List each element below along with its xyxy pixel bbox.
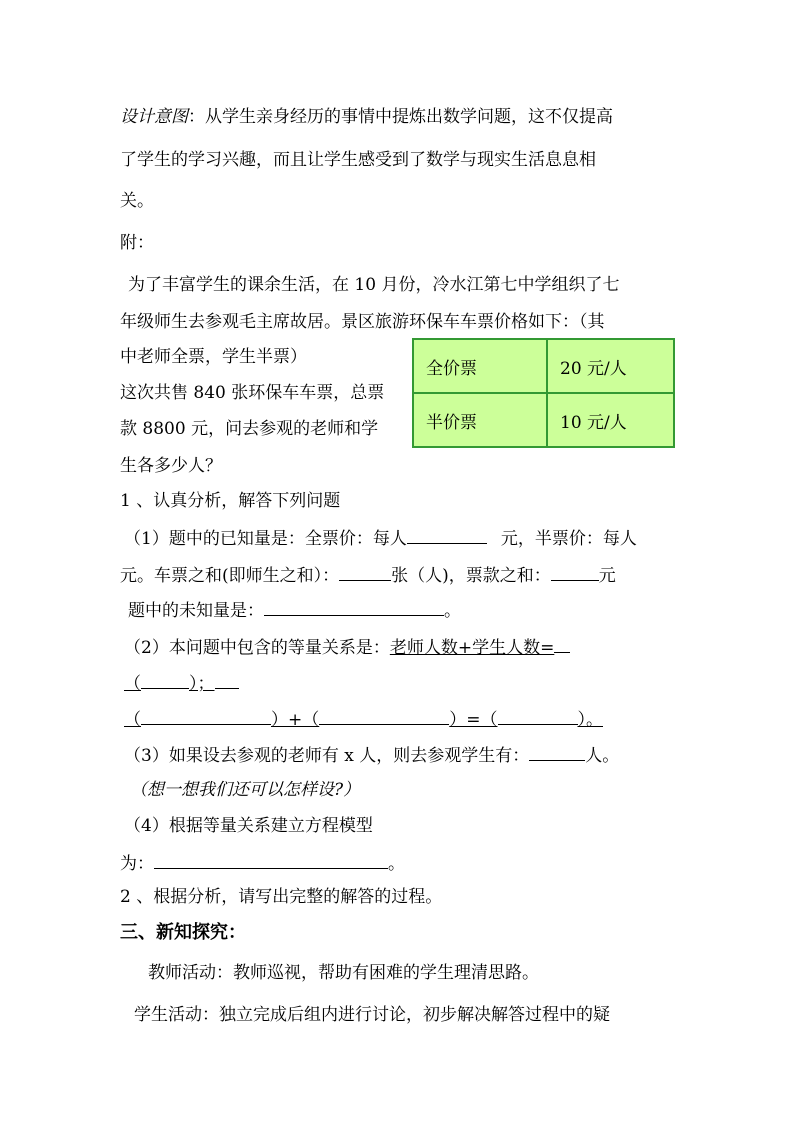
question-1-2-line-3 bbox=[124, 707, 603, 731]
unknown-quantity-blank[interactable] bbox=[264, 598, 444, 616]
relation-tail-blank bbox=[554, 635, 570, 653]
ticket-price-cell: 20 元/人 bbox=[547, 339, 674, 393]
question-1-2-line-2 bbox=[124, 671, 239, 695]
problem-line-1: 为了丰富学生的课余生活，在 10 月份，冷水江第七中学组织了七 bbox=[128, 275, 620, 295]
q1-1-money-text: 张（人)，票款之和： bbox=[391, 566, 551, 586]
q1-4-period: 。 bbox=[388, 854, 405, 874]
table-row bbox=[413, 339, 674, 393]
problem-line-5: 款 8800 元，问去参观的老师和学 bbox=[120, 419, 379, 439]
q1-2-eq-equals: ）=（ bbox=[449, 710, 498, 730]
question-1-1-line-2 bbox=[120, 563, 616, 587]
q1-2-paren-open: （ bbox=[124, 674, 141, 694]
q1-2-eq-plus: ）+（ bbox=[271, 710, 320, 730]
q1-4-wei: 为： bbox=[120, 854, 154, 874]
q1-1-unknown-text: 题中的未知量是： bbox=[128, 601, 264, 621]
ticket-type-cell: 全价票 bbox=[413, 339, 547, 393]
q1-2-paren-close: ）； bbox=[189, 674, 215, 694]
ticket-price-table bbox=[412, 338, 675, 448]
q1-1-known-text: （1）题中的已知量是：全票价：每人 bbox=[124, 529, 407, 549]
ticket-type-cell: 半价票 bbox=[413, 393, 547, 447]
problem-line-4: 这次共售 840 张环保车车票，总票 bbox=[120, 383, 385, 403]
equation-blank-2[interactable] bbox=[319, 707, 449, 725]
question-2-title: 2 、根据分析，请写出完整的解答的过程。 bbox=[120, 887, 443, 907]
q1-1-period: 。 bbox=[444, 601, 461, 621]
equation-blank-3[interactable] bbox=[498, 707, 578, 725]
q1-2-text: （2）本问题中包含的等量关系是： bbox=[124, 638, 390, 658]
equation-model-blank[interactable] bbox=[154, 851, 388, 869]
student-count-blank[interactable] bbox=[529, 743, 585, 761]
table-row bbox=[413, 393, 674, 447]
problem-line-3: 中老师全票，学生半票） bbox=[120, 347, 307, 367]
q1-1-half-text: 元，半票价：每人 bbox=[500, 529, 637, 549]
student-activity: 学生活动：独立完成后组内进行讨论，初步解决解答过程中的疑 bbox=[134, 1005, 610, 1025]
question-1-4-line-2 bbox=[120, 851, 405, 875]
relation-blank-1[interactable] bbox=[141, 671, 189, 689]
q1-2-eq-open: （ bbox=[124, 710, 141, 730]
appendix-label: 附： bbox=[120, 233, 154, 253]
design-intent-text-1: ：从学生亲身经历的事情中提炼出数学问题，这不仅提高 bbox=[188, 107, 613, 127]
q1-2-eq-close: ）。 bbox=[577, 710, 603, 730]
q1-3-text: （3）如果设去参观的老师有 x 人，则去参观学生有： bbox=[124, 746, 530, 766]
question-1-1-line-3 bbox=[128, 598, 461, 622]
design-intent-label: 设计意图 bbox=[120, 107, 188, 127]
design-intent-line-2: 了学生的学习兴趣，而且让学生感受到了数学与现实生活息息相 bbox=[120, 150, 596, 170]
question-1-1-line-1 bbox=[124, 526, 637, 550]
full-price-blank[interactable] bbox=[407, 526, 487, 544]
question-1-4-line-1: （4）根据等量关系建立方程模型 bbox=[124, 816, 373, 836]
q1-3-unit: 人。 bbox=[585, 746, 620, 766]
total-money-blank[interactable] bbox=[551, 563, 599, 581]
question-1-3-hint: （想一想我们还可以怎样设?） bbox=[130, 780, 361, 800]
question-1-2-line-1 bbox=[124, 635, 570, 659]
q1-1-tickets-text: 元。车票之和(即师生之和）： bbox=[120, 566, 340, 586]
relation-blank-tail bbox=[215, 671, 239, 689]
teacher-activity: 教师活动：教师巡视，帮助有困难的学生理清思路。 bbox=[148, 963, 539, 983]
ticket-price-cell: 10 元/人 bbox=[547, 393, 674, 447]
equation-blank-1[interactable] bbox=[141, 707, 271, 725]
problem-line-2: 年级师生去参观毛主席故居。景区旅游环保车车票价格如下：（其 bbox=[120, 312, 605, 332]
q1-1-yuan: 元 bbox=[598, 566, 616, 586]
question-1-3 bbox=[124, 743, 619, 767]
problem-line-6: 生各多少人？ bbox=[120, 456, 222, 476]
ticket-count-blank[interactable] bbox=[339, 563, 391, 581]
q1-2-relation: 老师人数+学生人数= bbox=[389, 638, 555, 658]
design-intent-line-3: 关。 bbox=[120, 191, 154, 211]
question-1-title: 1 、认真分析，解答下列问题 bbox=[120, 491, 341, 511]
section-3-heading: 三、新知探究： bbox=[120, 922, 246, 943]
design-intent-line-1 bbox=[120, 106, 613, 128]
